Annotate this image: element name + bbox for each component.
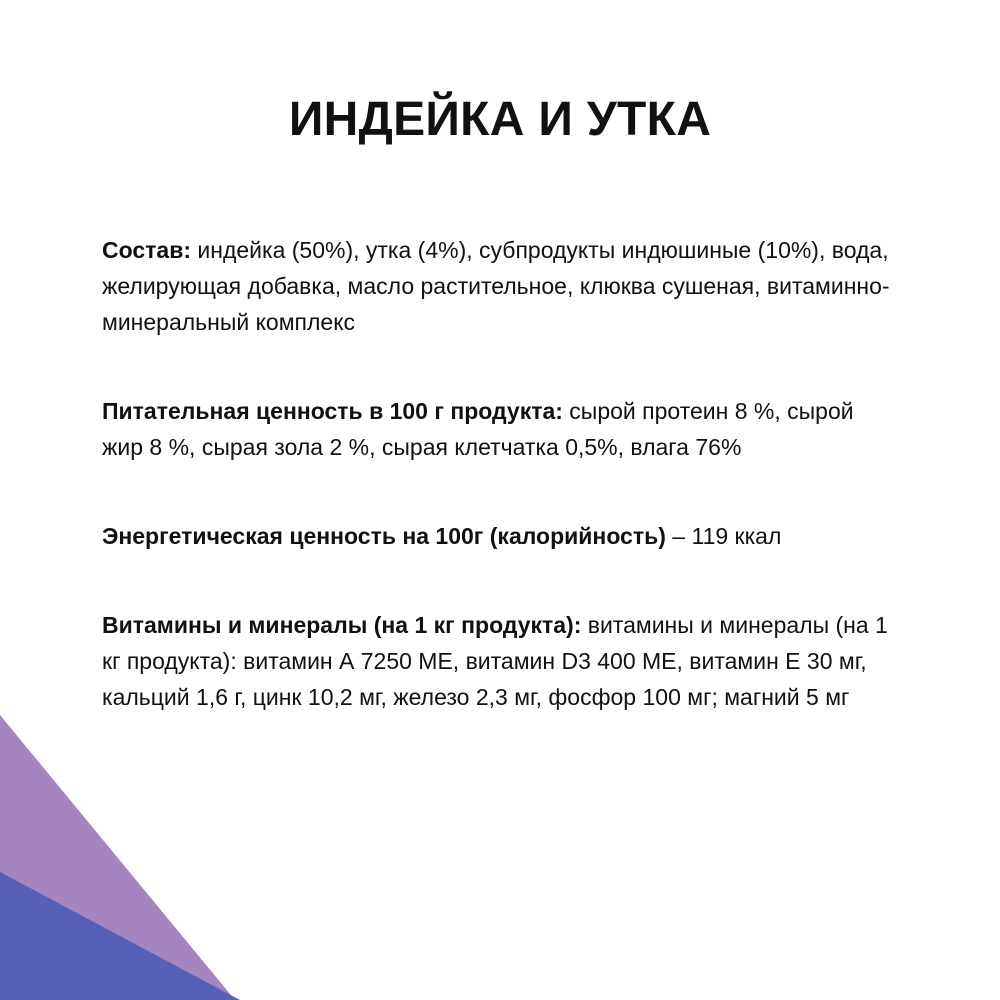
violet-triangle bbox=[0, 715, 235, 1000]
composition-paragraph bbox=[102, 232, 892, 340]
blue-triangle bbox=[0, 872, 240, 1000]
nutrition-text: сырой протеин 8 %, сырой жир 8 %, сырая зола 2 %, сырая клетчатка 0,5%, влага 76% bbox=[102, 398, 854, 460]
page-title: ИНДЕЙКА И УТКА bbox=[288, 93, 712, 146]
energy-text: – 119 ккал bbox=[665, 523, 782, 549]
vitamins-paragraph bbox=[102, 607, 892, 715]
energy-paragraph bbox=[102, 518, 892, 554]
composition-label: Состав: bbox=[102, 237, 192, 263]
nutrition-label: Питательная ценность в 100 г продукта: bbox=[102, 398, 563, 424]
vitamins-text: витамины и минералы (на 1 кг продукта): витамин А 7250 МЕ, витамин D3 400 МЕ, витамин Е 30 мг, кальций 1,6 г, цинк 10,2 мг, железо 2,3 мг, фосфор 100 мг; магний 5 мг bbox=[102, 612, 888, 710]
composition-text: индейка (50%), утка (4%), субпродукты индюшиные (10%), вода, желирующая добавка, масло растительное, клюква сушеная, витаминно-минеральный комплекс bbox=[102, 237, 890, 335]
vitamins-label: Витамины и минералы (на 1 кг продукта): bbox=[102, 612, 582, 638]
product-info bbox=[102, 232, 892, 715]
nutrition-paragraph bbox=[102, 393, 892, 465]
energy-label: Энергетическая ценность на 100г (калорийность) bbox=[102, 523, 666, 549]
